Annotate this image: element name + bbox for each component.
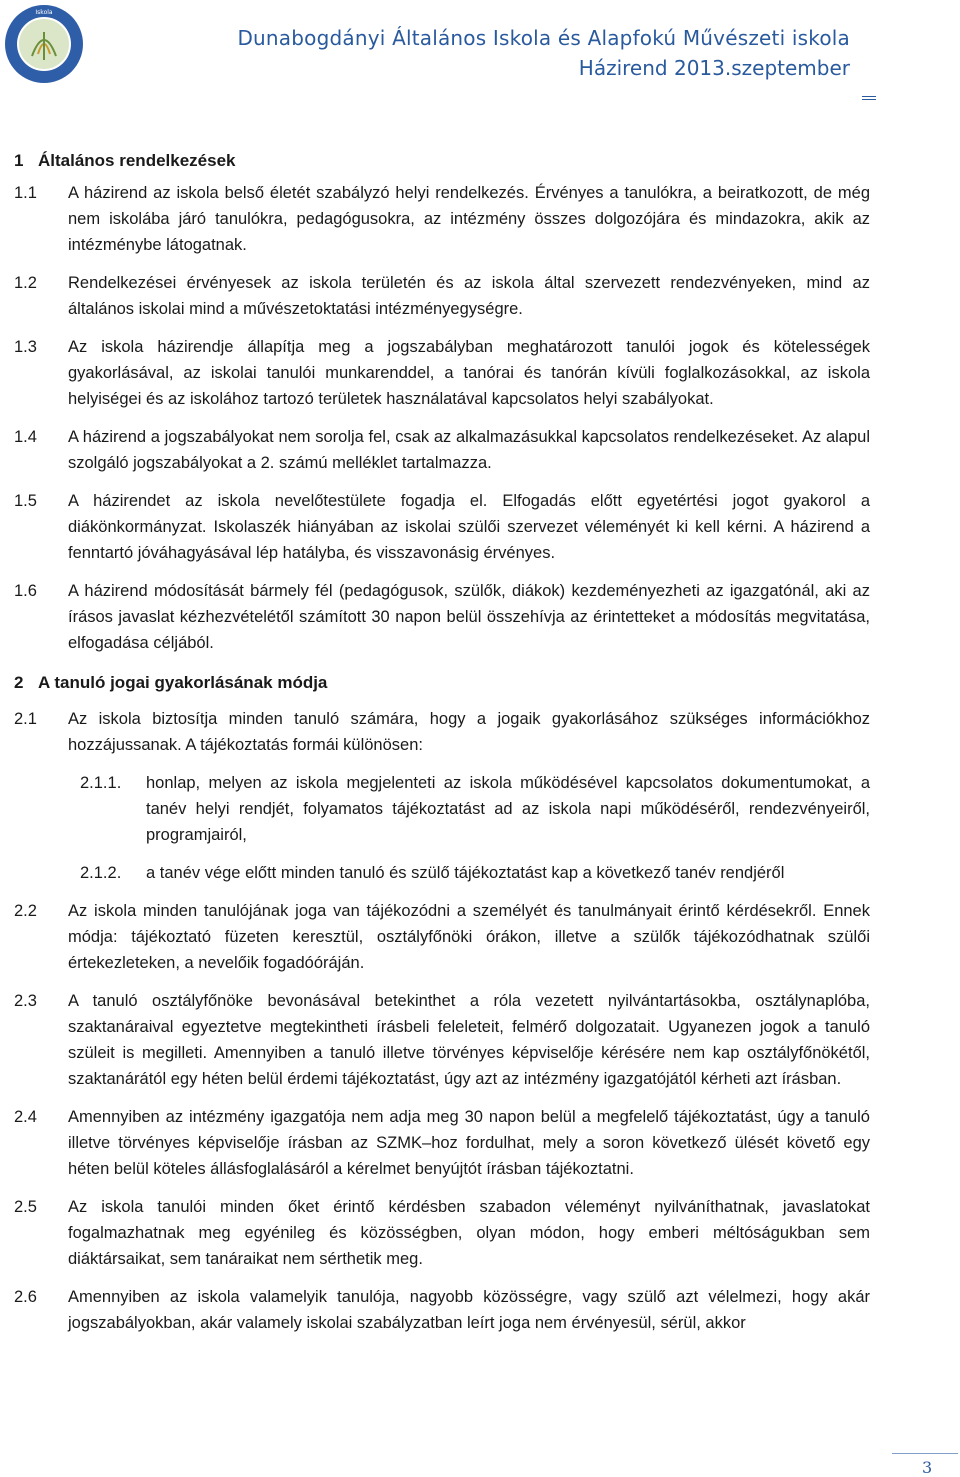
paragraph-number: 1.3 <box>14 338 37 356</box>
section-title: Általános rendelkezések <box>38 151 236 170</box>
document-subtitle: Házirend 2013.szeptember <box>578 56 850 80</box>
school-name: Dunabogdányi Általános Iskola és Alapfokú Művészeti iskola <box>237 26 850 50</box>
paragraph-text: Az iskola házirendje állapítja meg a jogszabályban meghatározott tanulói jogok és kötelességek gyakorlásával, az iskolai tanulói munkarenddel, a tanórai és tanórán kívüli foglalkozásokkal, az iskola helyiségei és az iskolához tartozó területek használatával kapcsolatos helyi szabályokat. <box>68 338 870 408</box>
sub-paragraph <box>80 770 870 848</box>
paragraph-number: 1.6 <box>14 582 37 600</box>
header-rule <box>862 96 876 97</box>
sub-paragraph-text: a tanév vége előtt minden tanuló és szülő tájékoztatást kap a következő tanév rendjéről <box>146 864 785 882</box>
paragraph-number: 2.3 <box>14 992 37 1010</box>
paragraph-number: 2.4 <box>14 1108 37 1126</box>
paragraph <box>14 898 870 976</box>
paragraph <box>14 1104 870 1182</box>
footer-rule <box>892 1453 958 1454</box>
paragraph-text: Amennyiben az intézmény igazgatója nem adja meg 30 napon belül a megfelelő tájékoztatást, úgy a tanuló illetve törvényes képviselője írásban az SZMK–hoz fordulhat, mely a soron következő ülését követő egy héten belül köteles állásfoglalásáról a kérelmet benyújtót írásban tájékoztatni. <box>68 1108 870 1178</box>
paragraph-text: Rendelkezései érvényesek az iskola területén és az iskola által szervezett rendezvényeken, mind az általános iskolai mind a művészetoktatási intézményegységre. <box>68 274 870 318</box>
paragraph-text: A tanuló osztályfőnöke bevonásával betekinthet a róla vezetett nyilvántartásokba, osztálynaplóba, szaktanáraival egyeztetve megtekintheti írásbeli feleleteit, felmérő dolgozatait. Ugyanezen jogok a tanuló szüleit is megilleti. Amennyiben a tanuló illetve törvényes képviselője kérésére nem kap osztályfőnökétől, szaktanárától egy héten belül érdemi tájékoztatást, úgy azt az intézmény igazgatójától kérheti azt írásban. <box>68 992 870 1088</box>
sub-paragraph-text: honlap, melyen az iskola megjelenteti az iskola működésével kapcsolatos dokumentumokat, a tanév helyi rendjét, folyamatos tájékoztatást ad az iskola napi működéséről, rendezvényeiről, programjairól, <box>146 774 870 844</box>
paragraph-number: 1.2 <box>14 274 37 292</box>
sub-paragraph <box>80 860 870 886</box>
page-number: 3 <box>922 1458 933 1477</box>
paragraph <box>14 988 870 1092</box>
paragraph-text: A házirendet az iskola nevelőtestülete fogadja el. Elfogadás előtt egyetértési jogot gyakorol a diákönkormányzat. Iskolaszék hiányában az iskolai szülői szervezet véleményét ki kell kérni. A házirend a fenntartó jóváhagyásával lép hatályba, és visszavonásig érvényes. <box>68 492 870 562</box>
paragraph-number: 2.5 <box>14 1198 37 1216</box>
paragraph <box>14 180 870 258</box>
paragraph-text: A házirend az iskola belső életét szabályzó helyi rendelkezés. Érvényes a tanulókra, a beiratkozott, de még nem iskolába járó tanulókra, pedagógusokra, az intézmény összes dolgozójára és mindazokra, akik az intézménybe látogatnak. <box>68 184 870 254</box>
svg-text:Iskola: Iskola <box>35 9 53 16</box>
section-title: A tanuló jogai gyakorlásának módja <box>38 673 328 692</box>
paragraph-text: A házirend a jogszabályokat nem sorolja fel, csak az alkalmazásukkal kapcsolatos rendelkezéseket. Az alapul szolgáló jogszabályokat a 2. számú melléklet tartalmazza. <box>68 428 870 472</box>
section-number: 2 <box>14 673 24 692</box>
paragraph-text: Az iskola tanulói minden őket érintő kérdésben szabadon véleményt nyilváníthatnak, javaslatokat fogalmazhatnak meg egyénileg és közösségben, olyan módon, hogy emberi méltóságukban sem diáktársaikat, sem tanáraikat nem sérthetik meg. <box>68 1198 870 1268</box>
paragraph <box>14 578 870 656</box>
section-number: 1 <box>14 151 24 170</box>
paragraph-number: 2.1 <box>14 710 37 728</box>
sub-paragraph-number: 2.1.2. <box>80 864 122 882</box>
paragraph-number: 2.2 <box>14 902 37 920</box>
paragraph-number: 1.4 <box>14 428 37 446</box>
paragraph-number: 2.6 <box>14 1288 37 1306</box>
paragraph-number: 1.1 <box>14 184 37 202</box>
paragraph <box>14 1194 870 1272</box>
paragraph <box>14 334 870 412</box>
paragraph-text: Amennyiben az iskola valamelyik tanulója, nagyobb közösségre, vagy szülő azt vélelmezi, hogy akár jogszabályokban, akár valamely iskolai szabályzatban leírt joga nem érvényesül, sérül, akkor <box>68 1288 870 1332</box>
paragraph-text: A házirend módosítását bármely fél (pedagógusok, szülők, diákok) kezdeményezheti az igazgatónál, aki az írásos javaslat kézhezvételétől számított 30 napon belül összehívja az érintetteket a módosítás megvitatása, elfogadása céljából. <box>68 582 870 652</box>
paragraph-text: Az iskola minden tanulójának joga van tájékozódni a személyét és tanulmányait érintő kérdésekről. Ennek módja: tájékoztató füzeten keresztül, osztályfőnöki órákon, illetve a szülők tájékozódhatnak szülői értekezleteken, a nevelőik fogadóóráján. <box>68 902 870 972</box>
school-logo-icon <box>4 4 84 84</box>
paragraph-number: 1.5 <box>14 492 37 510</box>
paragraph <box>14 424 870 476</box>
paragraph <box>14 270 870 322</box>
paragraph <box>14 488 870 566</box>
page-header <box>0 0 960 100</box>
paragraph-text: Az iskola biztosítja minden tanuló számára, hogy a jogaik gyakorlásához szükséges információkhoz hozzájussanak. A tájékoztatás formái különösen: <box>68 710 870 754</box>
paragraph <box>14 706 870 758</box>
sub-paragraph-number: 2.1.1. <box>80 774 122 792</box>
section-heading <box>14 148 870 174</box>
document-body <box>14 148 870 1348</box>
paragraph <box>14 1284 870 1336</box>
section-heading <box>14 670 870 696</box>
header-rule <box>862 99 876 100</box>
